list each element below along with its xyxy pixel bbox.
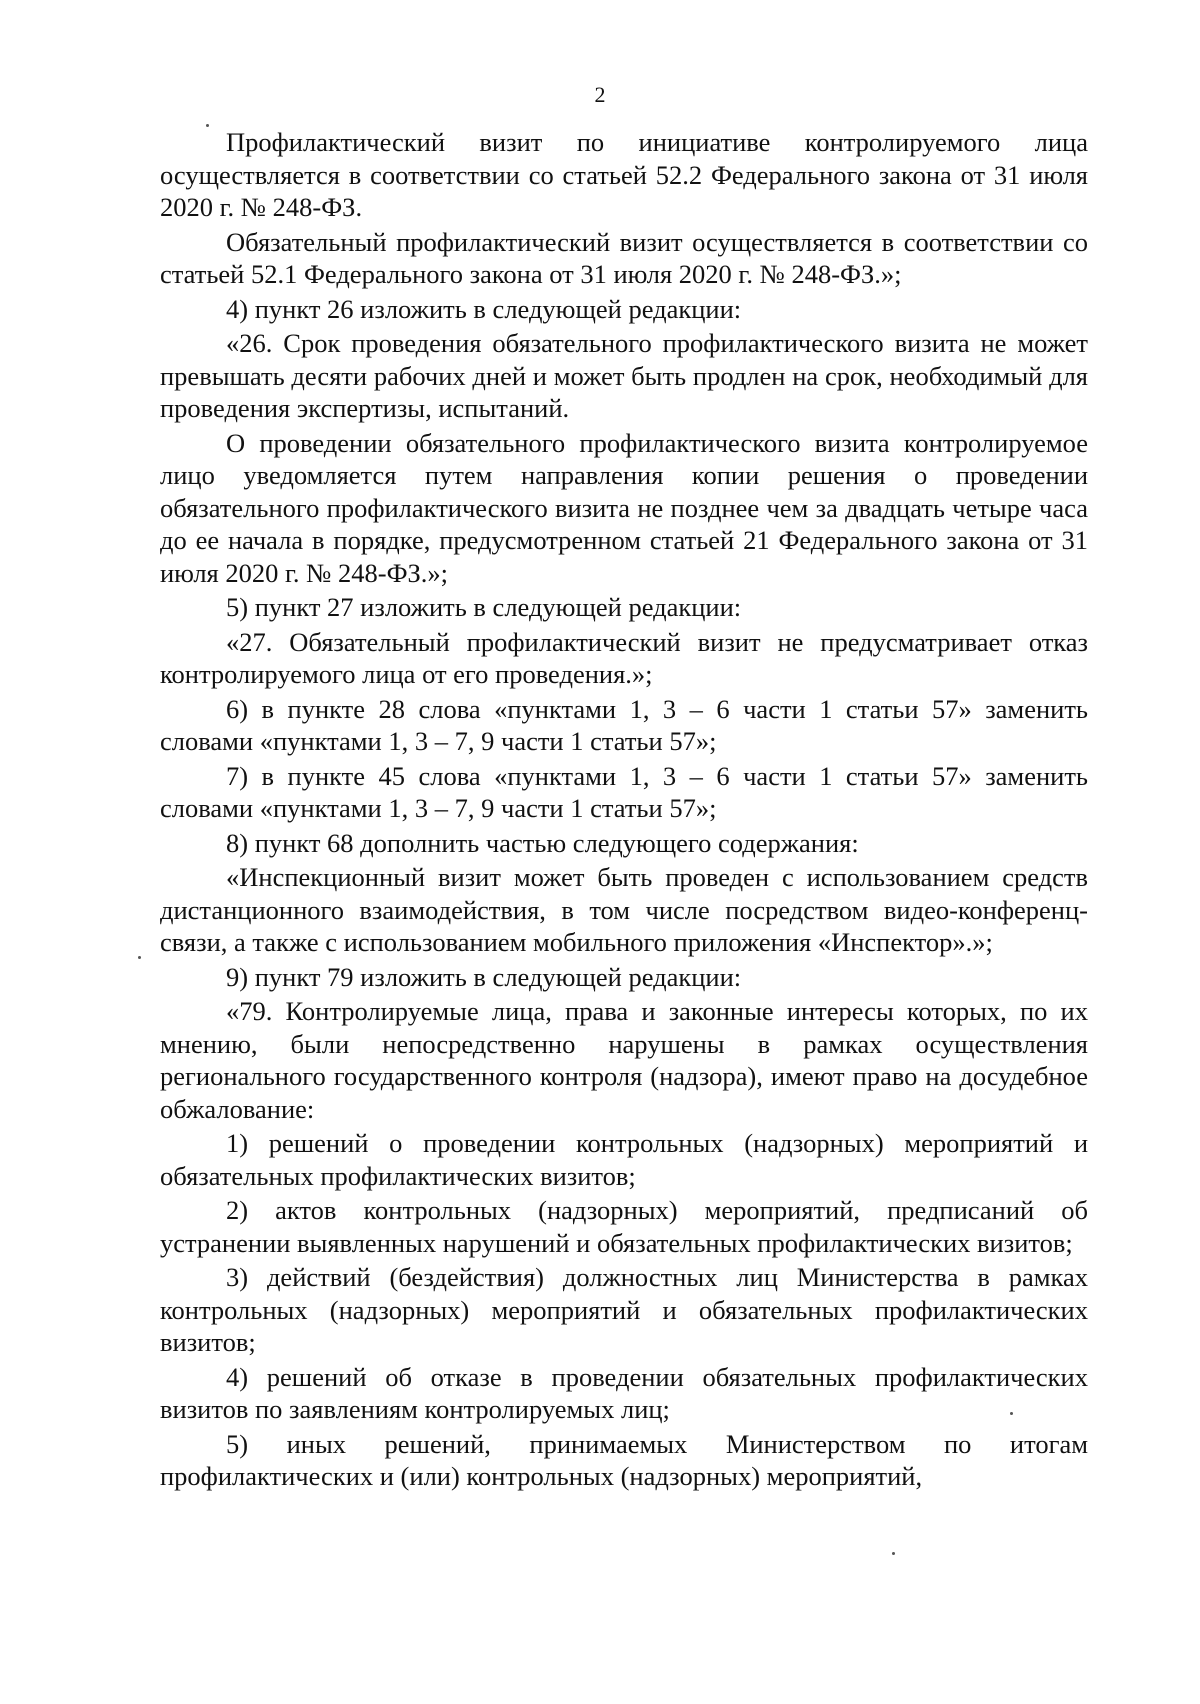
paragraph-item-6: 6) в пункте 28 слова «пунктами 1, 3 – 6 части 1 статьи 57» заменить словами «пунктами 1, 3 – 7, 9 части 1 статьи 57»;: [160, 693, 1088, 756]
paragraph-clause-79: «79. Контролируемые лица, права и законные интересы которых, по их мнению, были непосредственно нарушены в рамках осуществления регионального государственного контроля (надзора), имеют право на досудебное обжалование:: [160, 996, 1088, 1124]
paragraph-item-9: 9) пункт 79 изложить в следующей редакции:: [226, 961, 742, 992]
paragraph-appeal-item-5: 5) иных решений, принимаемых Министерством по итогам профилактических и (или) контрольных (надзорных) мероприятий,: [160, 1428, 1088, 1491]
paragraph-mandatory-preventive-visit: Обязательный профилактический визит осуществляется в соответствии со статьей 52.1 Федерального закона от 31 июля 2020 г. № 248-ФЗ.»;: [160, 226, 1088, 289]
scan-speck: [206, 124, 209, 127]
scan-speck: [138, 956, 141, 959]
paragraph-visit-notification: О проведении обязательного профилактического визита контролируемое лицо уведомляется путем направления копии решения о проведении обязательного профилактического визита не позднее чем за двадцать четыре часа до ее начала в порядке, предусмотренном статьей 21 Федерального закона от 31 июля 2020 г. № 248-ФЗ.»;: [160, 427, 1088, 588]
paragraph-item-5: 5) пункт 27 изложить в следующей редакции:: [226, 592, 742, 622]
paragraph-appeal-item-3: 3) действий (бездействия) должностных лиц Министерства в рамках контрольных (надзорных) мероприятий и обязательных профилактических визитов;: [160, 1262, 1088, 1357]
paragraph-item-4: 4) пункт 26 изложить в следующей редакции:: [226, 293, 742, 324]
paragraph-clause-26: «26. Срок проведения обязательного профилактического визита не может превышать десяти рабочих дней и может быть продлен на срок, необходимый для проведения экспертизы, испытаний.: [160, 328, 1088, 423]
paragraph-appeal-item-1: 1) решений о проведении контрольных (надзорных) мероприятий и обязательных профилактических визитов;: [160, 1128, 1088, 1191]
paragraph-appeal-item-4: 4) решений об отказе в проведении обязательных профилактических визитов по заявлениям контролируемых лиц;: [160, 1361, 1088, 1424]
paragraph-inspection-visit: «Инспекционный визит может быть проведен с использованием средств дистанционного взаимодействия, в том числе посредством видео-конференц-связи, а также с использованием мобильного приложения «Инспектор».»;: [160, 862, 1088, 957]
paragraph-appeal-item-2: 2) актов контрольных (надзорных) мероприятий, предписаний об устранении выявленных нарушений и обязательных профилактических визитов;: [160, 1195, 1088, 1258]
paragraph-clause-27: «27. Обязательный профилактический визит не предусматривает отказ контролируемого лица от его проведения.»;: [160, 626, 1088, 689]
document-body: [160, 126, 1088, 1495]
paragraph-preventive-visit-initiative: Профилактический визит по инициативе контролируемого лица осуществляется в соответствии со статьей 52.2 Федерального закона от 31 июля 2020 г. № 248-ФЗ.: [160, 127, 1088, 222]
scan-speck: [1010, 1412, 1013, 1415]
scan-speck: [892, 1552, 895, 1555]
page-number: 2: [594, 82, 606, 107]
paragraph-item-7: 7) в пункте 45 слова «пунктами 1, 3 – 6 части 1 статьи 57» заменить словами «пунктами 1, 3 – 7, 9 части 1 статьи 57»;: [160, 760, 1088, 823]
paragraph-item-8: 8) пункт 68 дополнить частью следующего содержания:: [226, 827, 859, 858]
